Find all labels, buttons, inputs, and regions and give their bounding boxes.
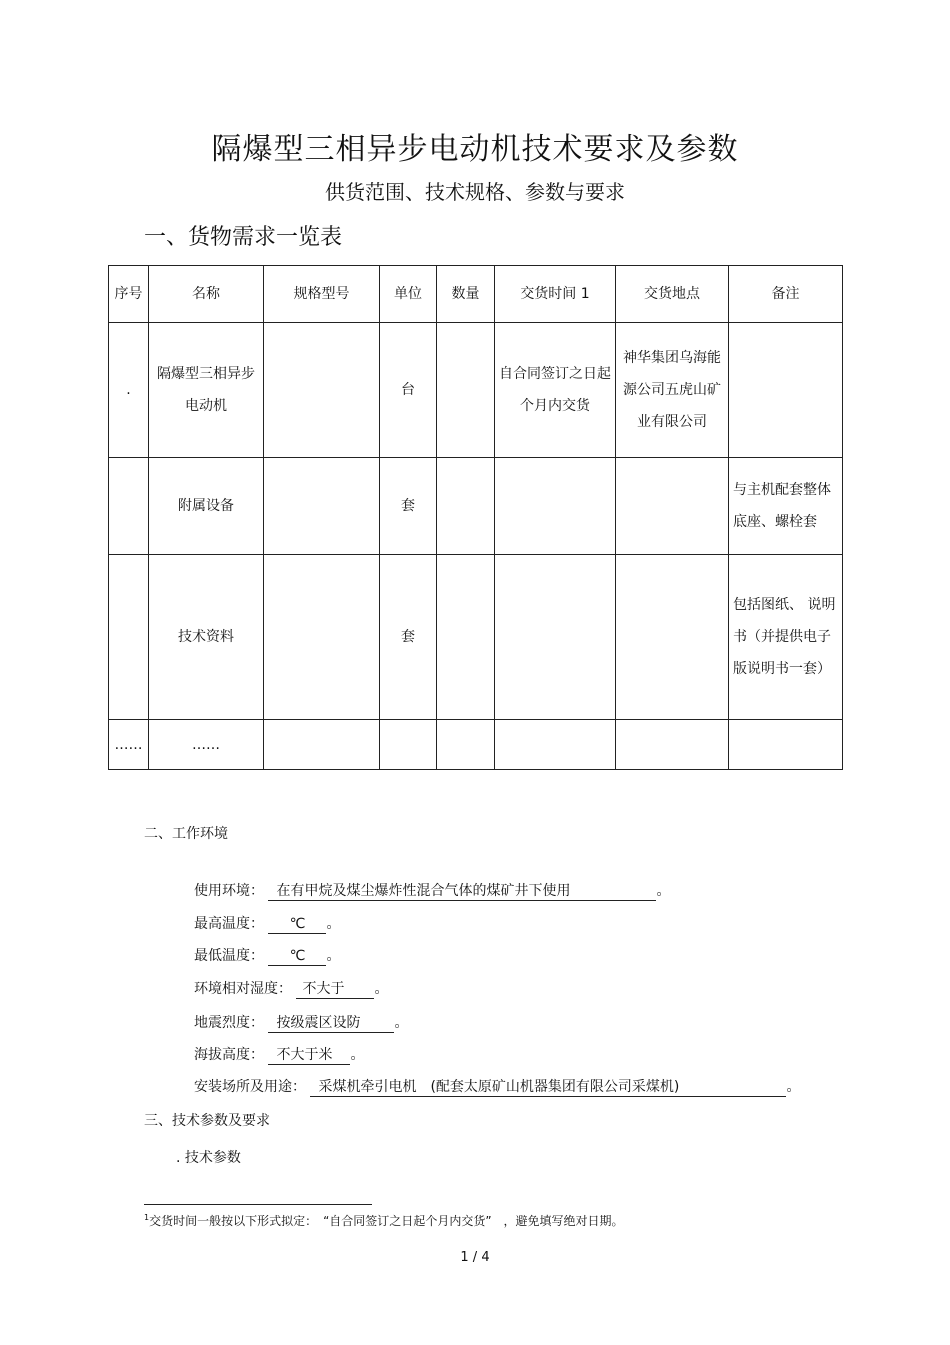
footnote-divider bbox=[144, 1204, 372, 1205]
env-value: 按级震区设防 bbox=[268, 1014, 394, 1033]
cell-no bbox=[109, 458, 149, 555]
header-cell: 名称 bbox=[149, 266, 264, 323]
env-label: 环境相对湿度： bbox=[194, 981, 292, 997]
header-cell: 数量 bbox=[437, 266, 495, 323]
header-cell: 序号 bbox=[109, 266, 149, 323]
env-installation bbox=[194, 1076, 800, 1097]
env-humidity bbox=[194, 978, 388, 999]
env-label: 最高温度： bbox=[194, 916, 264, 932]
header-cell: 交货地点 bbox=[616, 266, 729, 323]
env-value: 不大于米 bbox=[268, 1046, 350, 1065]
cell-time bbox=[495, 720, 616, 770]
cell-name: 附属设备 bbox=[149, 458, 264, 555]
cell-note: 包括图纸、 说明书（并提供电子版说明书一套） bbox=[729, 555, 843, 720]
footnote-mark: 1 bbox=[144, 1213, 150, 1222]
cell-place bbox=[616, 720, 729, 770]
section-heading-3: 三、技术参数及要求 bbox=[144, 1113, 270, 1129]
cell-time: 自合同签订之日起个月内交货 bbox=[495, 323, 616, 458]
env-value: ℃ bbox=[268, 947, 326, 966]
cell-name: 技术资料 bbox=[149, 555, 264, 720]
env-end: 。 bbox=[656, 883, 671, 899]
cell-place bbox=[616, 555, 729, 720]
cell-time bbox=[495, 555, 616, 720]
table-row bbox=[109, 720, 843, 770]
cell-no: . bbox=[109, 323, 149, 458]
env-label: 地震烈度： bbox=[194, 1015, 264, 1031]
footnote bbox=[144, 1212, 624, 1229]
env-label: 安装场所及用途： bbox=[194, 1079, 306, 1095]
cell-spec bbox=[264, 555, 380, 720]
header-cell: 备注 bbox=[729, 266, 843, 323]
env-value: ℃ bbox=[268, 915, 326, 934]
env-end: 。 bbox=[326, 948, 341, 964]
env-end: 。 bbox=[350, 1047, 365, 1063]
env-label: 使用环境： bbox=[194, 883, 264, 899]
cell-time bbox=[495, 458, 616, 555]
cell-name: …… bbox=[149, 720, 264, 770]
env-end: 。 bbox=[326, 916, 341, 932]
table-row bbox=[109, 458, 843, 555]
document-subtitle: 供货范围、技术规格、参数与要求 bbox=[325, 180, 625, 204]
cell-qty bbox=[437, 323, 495, 458]
env-seismic bbox=[194, 1012, 408, 1033]
cell-note bbox=[729, 323, 843, 458]
cell-place bbox=[616, 458, 729, 555]
env-max-temp bbox=[194, 913, 340, 934]
env-end: 。 bbox=[394, 1015, 409, 1031]
env-value: 在有甲烷及煤尘爆炸性混合气体的煤矿井下使用 bbox=[268, 882, 656, 901]
env-value: 采煤机牵引电机 (配套太原矿山机器集团有限公司采煤机) bbox=[310, 1078, 786, 1097]
table-row bbox=[109, 323, 843, 458]
cell-unit bbox=[380, 720, 437, 770]
cell-spec bbox=[264, 458, 380, 555]
header-cell: 规格型号 bbox=[264, 266, 380, 323]
subsection-tech-params: . 技术参数 bbox=[176, 1150, 241, 1166]
cell-name: 隔爆型三相异步电动机 bbox=[149, 323, 264, 458]
page-number: 1 / 4 bbox=[460, 1250, 490, 1265]
footnote-text: 交货时间一般按以下形式拟定： “自合同签订之日起个月内交货” ，避免填写绝对日期。 bbox=[149, 1214, 624, 1228]
cell-place: 神华集团乌海能源公司五虎山矿业有限公司 bbox=[616, 323, 729, 458]
cell-no: …… bbox=[109, 720, 149, 770]
document-title: 隔爆型三相异步电动机技术要求及参数 bbox=[211, 132, 739, 167]
cell-unit: 台 bbox=[380, 323, 437, 458]
cell-note bbox=[729, 720, 843, 770]
cell-qty bbox=[437, 720, 495, 770]
cell-note: 与主机配套整体底座、螺栓套 bbox=[729, 458, 843, 555]
cell-qty bbox=[437, 555, 495, 720]
header-cell: 交货时间 1 bbox=[495, 266, 616, 323]
cell-no bbox=[109, 555, 149, 720]
goods-requirement-table bbox=[108, 265, 843, 770]
cell-spec bbox=[264, 720, 380, 770]
table-header-row bbox=[109, 266, 843, 323]
cell-unit: 套 bbox=[380, 458, 437, 555]
env-altitude bbox=[194, 1044, 364, 1065]
env-end: 。 bbox=[374, 981, 389, 997]
header-cell: 单位 bbox=[380, 266, 437, 323]
env-end: 。 bbox=[786, 1079, 801, 1095]
section-heading-2: 二、工作环境 bbox=[144, 826, 228, 842]
env-min-temp bbox=[194, 945, 340, 966]
cell-unit: 套 bbox=[380, 555, 437, 720]
table-row bbox=[109, 555, 843, 720]
env-label: 最低温度： bbox=[194, 948, 264, 964]
env-value: 不大于 bbox=[296, 980, 374, 999]
env-label: 海拔高度： bbox=[194, 1047, 264, 1063]
cell-qty bbox=[437, 458, 495, 555]
section-heading-1: 一、货物需求一览表 bbox=[144, 225, 343, 250]
cell-spec bbox=[264, 323, 380, 458]
env-usage bbox=[194, 880, 670, 901]
